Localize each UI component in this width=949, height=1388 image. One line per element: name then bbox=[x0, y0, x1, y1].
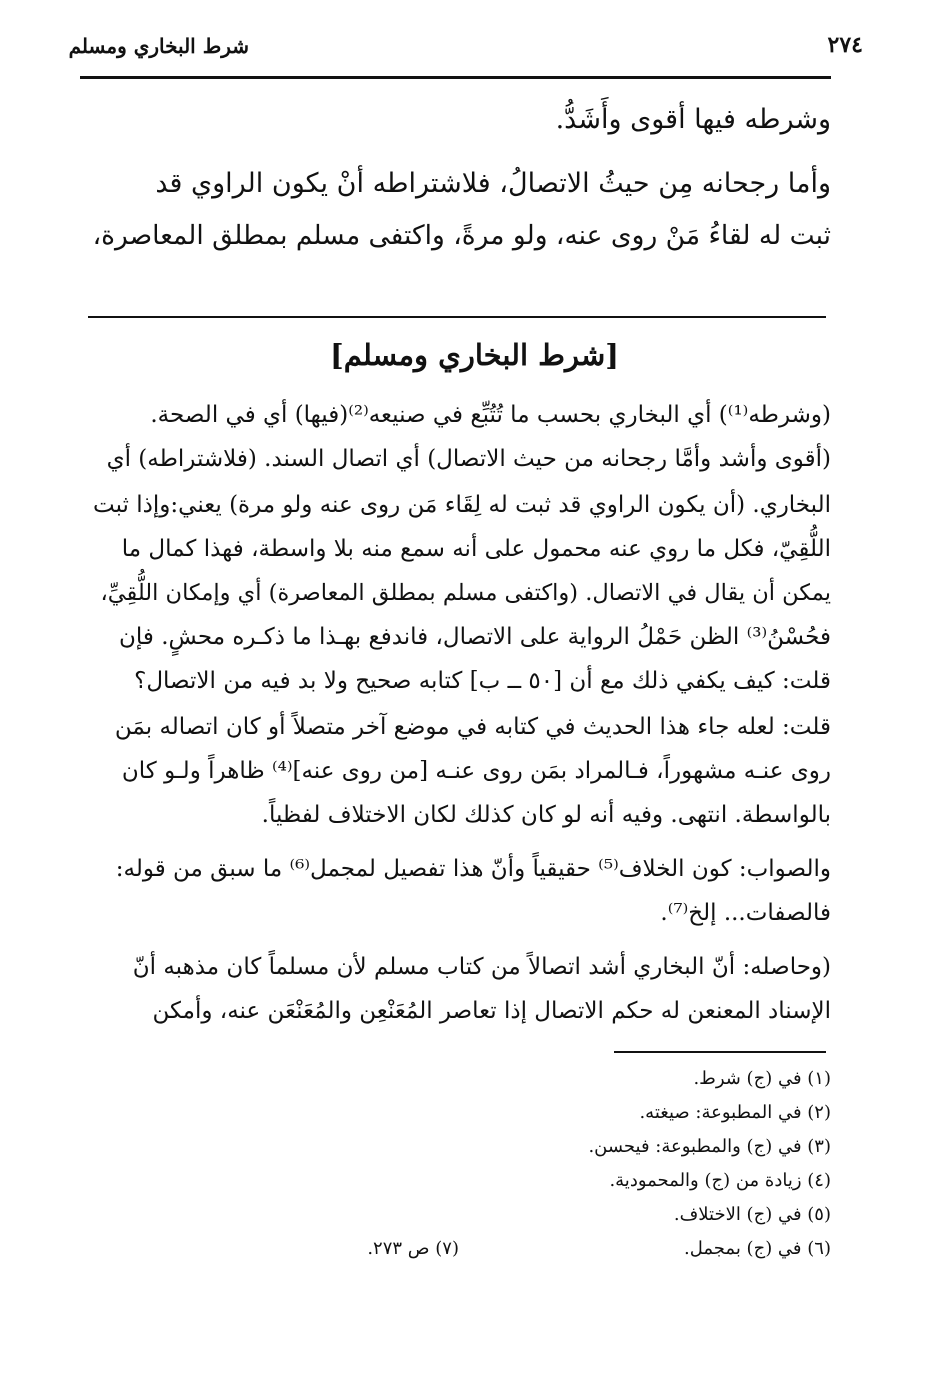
footnote: (٧) ص ٢٧٣. bbox=[367, 1238, 459, 1259]
footnote: (٤) زيادة من (ج) والمحمودية. bbox=[609, 1170, 831, 1191]
commentary-line: (وشرطه⁽¹⁾) أي البخاري بحسب ما تُتُبِّع في صنيعه⁽²⁾(فيها) أي في الصحة. bbox=[150, 402, 831, 428]
hasil-line: الإسناد المعنعن له حكم الاتصال إذا تعاصر المُعَنْعِن والمُعَنْعَن عنه، وأمكن bbox=[152, 998, 831, 1024]
sawab-line: فالصفات... إلخ⁽⁷⁾. bbox=[660, 900, 831, 926]
commentary-line: (أقوى وأشد وأمَّا رجحانه من حيث الاتصال) أي اتصال السند. (فلاشتراطه) أي bbox=[106, 446, 831, 472]
matn-line: ثبت له لقاءُ مَنْ روى عنه، ولو مرةً، واكتفى مسلم بمطلق المعاصرة، bbox=[92, 220, 831, 251]
hasil-line: (وحاصله: أنّ البخاري أشد اتصالاً من كتاب مسلم لأن مسلماً كان مذهبه أنّ bbox=[132, 954, 831, 980]
commentary-line: البخاري. (أن يكون الراوي قد ثبت له لِقَاء مَن روى عنه ولو مرة) يعني:وإذا ثبت bbox=[93, 492, 831, 518]
section-divider bbox=[88, 316, 826, 318]
footnote: (٣) في (ج) والمطبوعة: فيحسن. bbox=[588, 1136, 831, 1157]
running-header-title: شرط البخاري ومسلم bbox=[68, 34, 249, 58]
commentary-line: روى عنـه مشهوراً، فـالمراد بمَن روى عنـه [من روى عنه]⁽⁴⁾ ظاهراً ولـو كان bbox=[121, 758, 831, 784]
footnote: (٢) في المطبوعة: صيغته. bbox=[639, 1102, 831, 1123]
footnote-rule bbox=[614, 1051, 826, 1053]
commentary-line: اللُّقِيّ، فكل ما روي عنه محمول على أنه سمع منه بلا واسطة، فهذا كمال ما bbox=[121, 536, 831, 562]
footnote: (١) في (ج) شرط. bbox=[693, 1068, 831, 1089]
commentary-line: بالواسطة. انتهى. وفيه أنه لو كان كذلك لكان الاختلاف لفظياً. bbox=[261, 802, 831, 828]
section-title: [شرط البخاري ومسلم] bbox=[330, 338, 619, 372]
footnote: (٦) في (ج) بمجمل. bbox=[684, 1238, 831, 1259]
commentary-line: قلت: كيف يكفي ذلك مع أن [٥٠ ــ ب] كتابه صحيح ولا بد فيه من الاتصال؟ bbox=[134, 668, 831, 694]
footnote: (٥) في (ج) الاختلاف. bbox=[673, 1204, 831, 1225]
sawab-line: والصواب: كون الخلاف⁽⁵⁾ حقيقياً وأنّ هذا تفصيل لمجمل⁽⁶⁾ ما سبق من قوله: bbox=[115, 856, 831, 882]
header-rule bbox=[80, 76, 831, 79]
commentary-line: قلت: لعله جاء هذا الحديث في كتابه في موضع آخر متصلاً أو كان اتصاله بمَن bbox=[114, 714, 831, 740]
commentary-line: فحُسْنُ⁽³⁾ الظن حَمْلُ الرواية على الاتصال، فاندفع بهـذا ما ذكـره محشٍ. فإن bbox=[119, 624, 831, 650]
page-number: ٢٧٤ bbox=[827, 32, 863, 58]
matn-line: وأما رجحانه مِن حيثُ الاتصالُ، فلاشتراطه أنْ يكون الراوي قد bbox=[155, 168, 831, 199]
commentary-line: يمكن أن يقال في الاتصال. (واكتفى مسلم بمطلق المعاصرة) أي وإمكان اللُّقِيِّ، bbox=[100, 580, 831, 606]
matn-line: وشرطه فيها أقوى وأَشَدُّ. bbox=[555, 104, 831, 135]
